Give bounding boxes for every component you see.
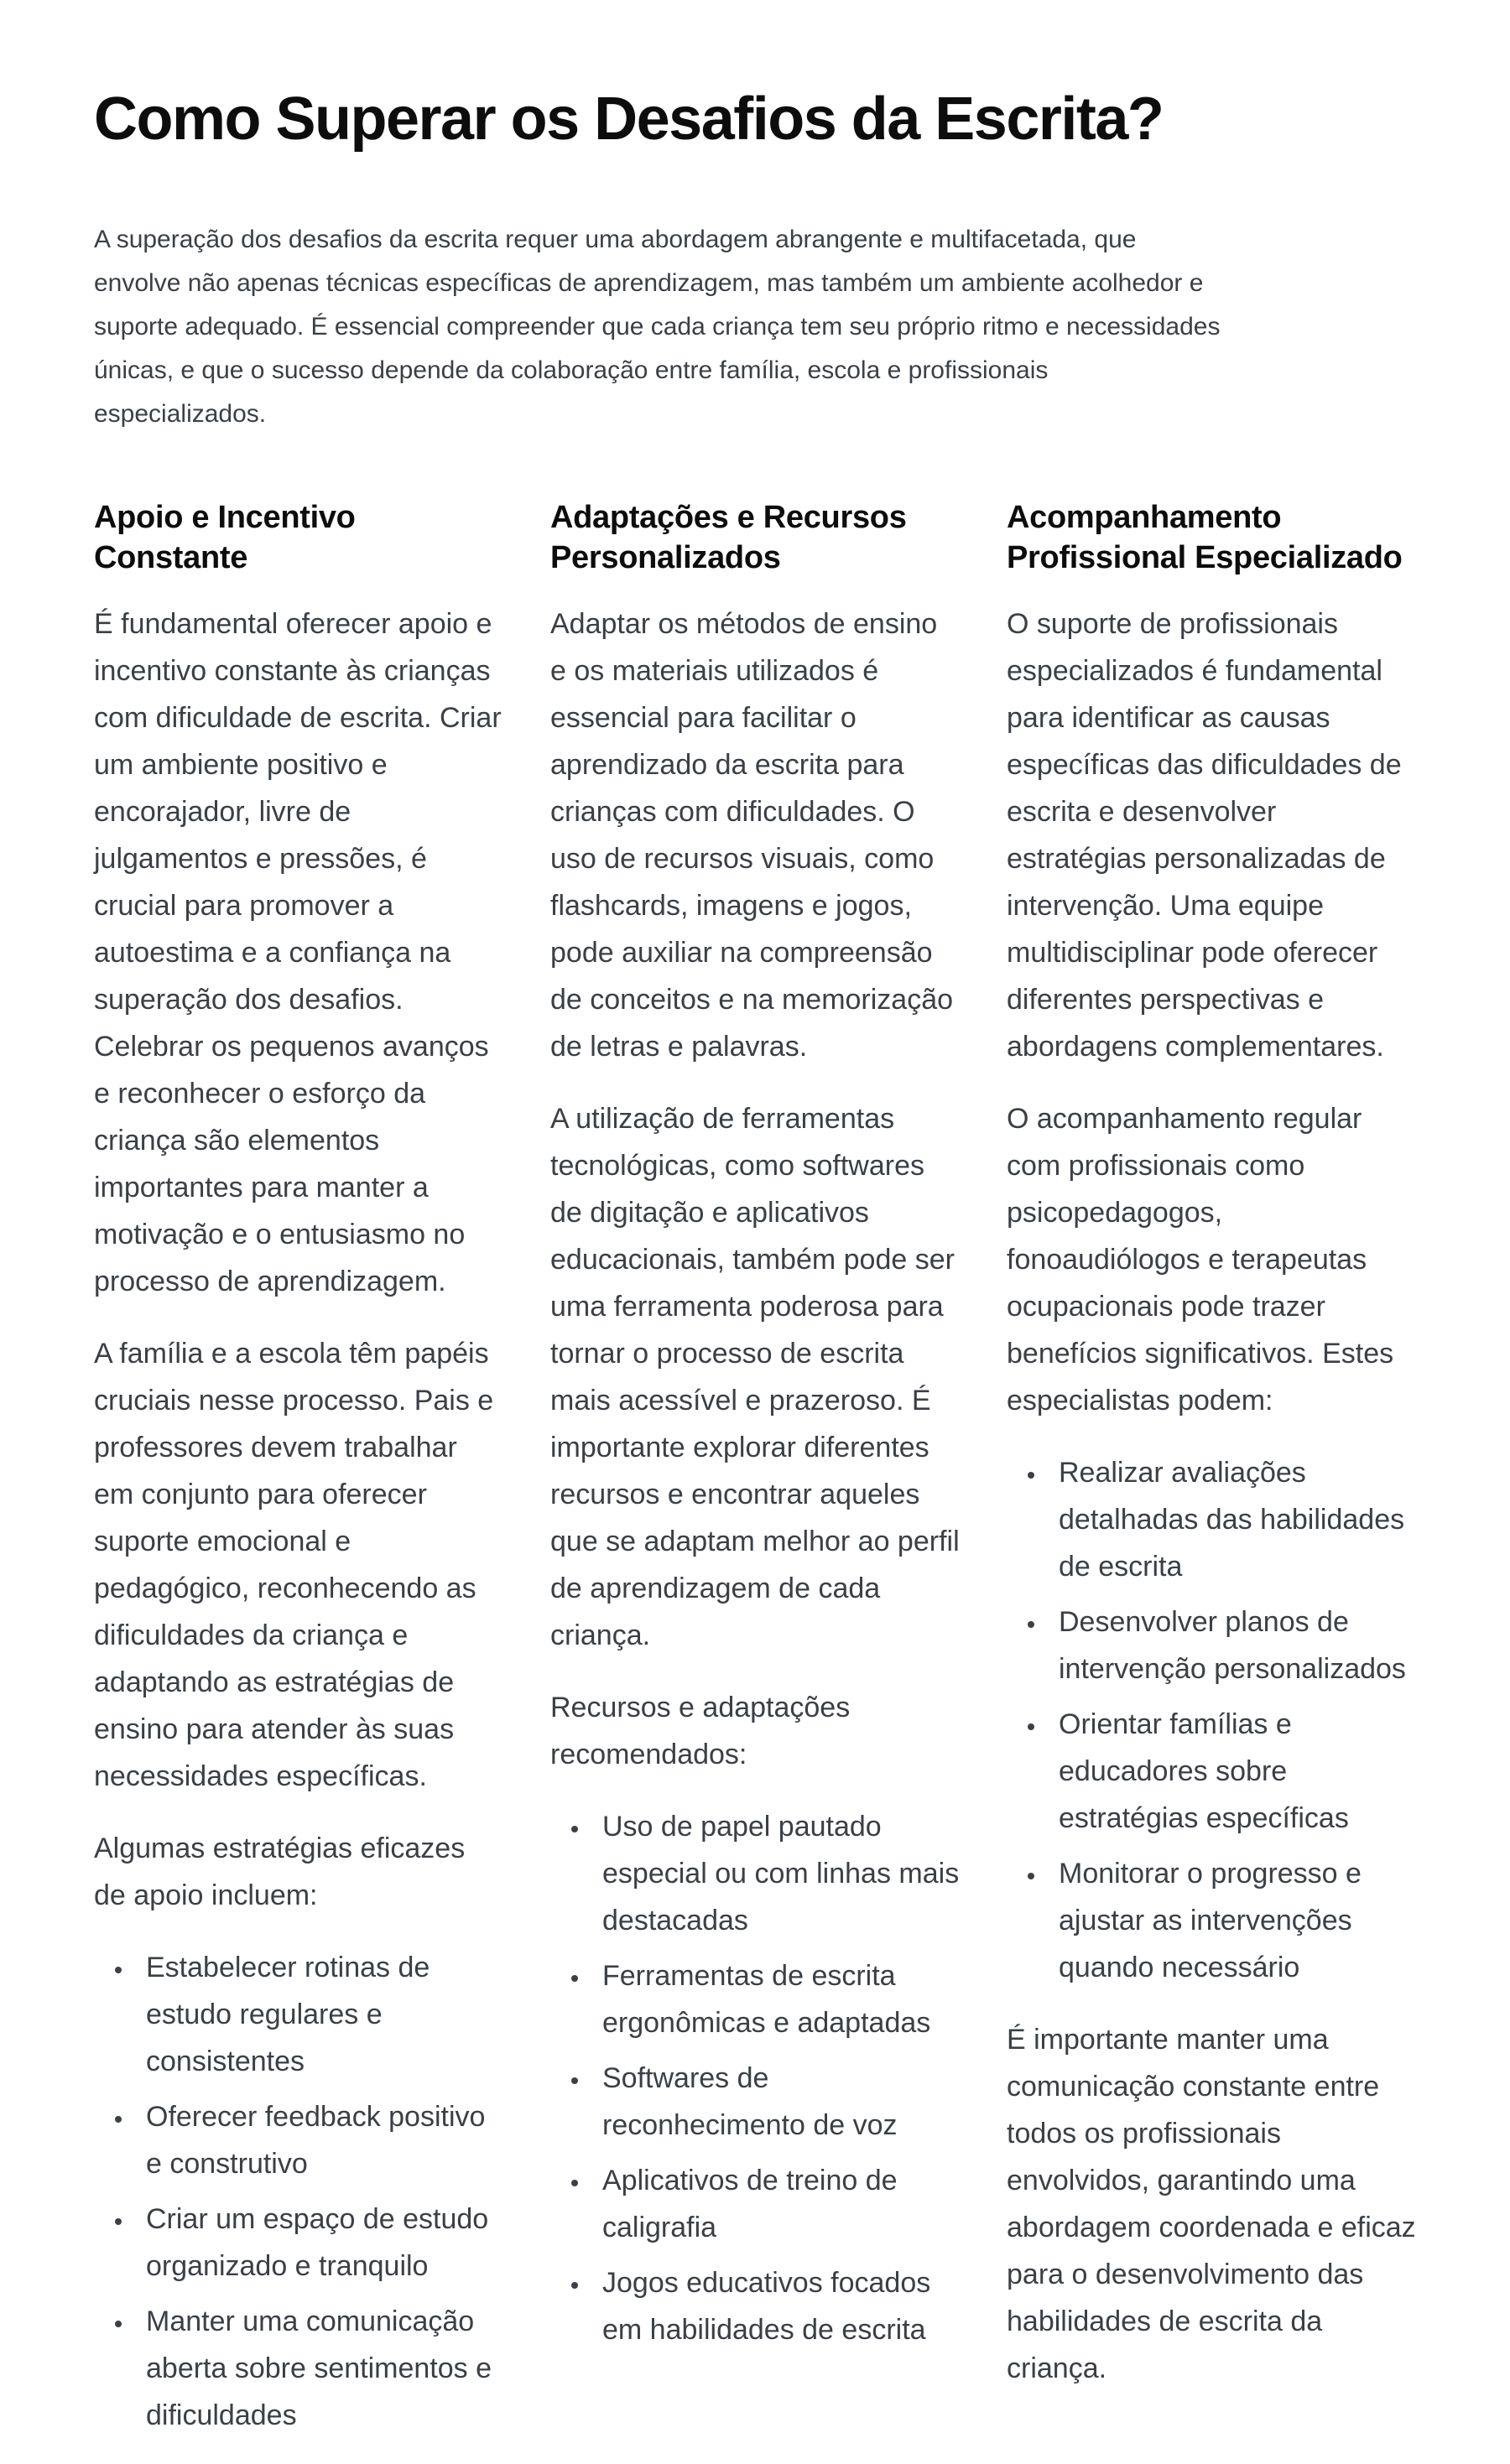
intro-paragraph: A superação dos desafios da escrita requer uma abordagem abrangente e multifacetada, que envolve não apenas técnicas específicas de aprendizagem, mas também um ambiente acolhedor e suporte adequado. É essencial compreender que cada criança tem seu próprio ritmo e necessidades únicas, e que o sucesso depende da colaboração entre família, escola e profissionais especializados. [94, 225, 1221, 428]
bullet-item: • Estabelecer rotinas de estudo regulares e consistentes [134, 1944, 503, 2085]
bullet-item: • Monitorar o progresso e ajustar as intervenções quando necessário [1047, 1850, 1416, 1991]
paragraph: O suporte de profissionais especializados é fundamental para identificar as causas específicas das dificuldades de escrita e desenvolver estratégias personalizadas de intervenção. Uma equipe multidisciplinar pode oferecer diferentes perspectivas e abordagens complementares. [1007, 607, 1402, 1063]
column-1 [94, 498, 503, 2464]
columns-container [94, 498, 1416, 2464]
page-title: Como Superar os Desafios da Escrita? [94, 86, 1164, 153]
paragraph: A utilização de ferramentas tecnológicas, como softwares de digitação e aplicativos educacionais, também pode ser uma ferramenta poderosa para tornar o processo de escrita mais acessível e prazeroso. É importante explorar diferentes recursos e encontrar aqueles que se adaptam melhor ao perfil de aprendizagem de cada criança. [550, 1102, 960, 1651]
bullet-item: • Jogos educativos focados em habilidades de escrita [591, 2259, 960, 2353]
column-heading: Apoio e Incentivo Constante [94, 499, 356, 575]
paragraph: É importante manter uma comunicação constante entre todos os profissionais envolvidos, garantindo uma abordagem coordenada e eficaz para o desenvolvimento das habilidades de escrita da criança. [1007, 2023, 1416, 2384]
bullet-item: • Criar um espaço de estudo organizado e tranquilo [134, 2196, 503, 2290]
paragraph: É fundamental oferecer apoio e incentivo constante às crianças com dificuldade de escrita. Criar um ambiente positivo e encorajador, livre de julgamentos e pressões, é crucial para promover a autoestima e a confiança na superação dos desafios. Celebrar os pequenos avanços e reconhecer o esforço da criança são elementos importantes para manter a motivação e o entusiasmo no processo de aprendizagem. [94, 607, 502, 1297]
bullet-item: • Orientar famílias e educadores sobre estratégias específicas [1047, 1701, 1416, 1842]
bullet-item: • Softwares de reconhecimento de voz [591, 2055, 960, 2149]
paragraph: Algumas estratégias eficazes de apoio incluem: [94, 1832, 466, 1911]
bullet-list [94, 1944, 503, 2439]
bullet-item: • Desenvolver planos de intervenção personalizados [1047, 1598, 1416, 1692]
column-heading: Acompanhamento Profissional Especializado [1007, 499, 1403, 575]
bullet-list [1007, 1449, 1416, 1991]
column-2 [550, 498, 960, 2378]
bullet-item: • Realizar avaliações detalhadas das habilidades de escrita [1047, 1449, 1416, 1590]
bullet-item: • Aplicativos de treino de caligrafia [591, 2157, 960, 2251]
bullet-item: • Ferramentas de escrita ergonômicas e adaptadas [591, 1952, 960, 2046]
bullet-item: • Uso de papel pautado especial ou com linhas mais destacadas [591, 1803, 960, 1944]
paragraph: A família e a escola têm papéis cruciais nesse processo. Pais e professores devem trabalhar em conjunto para oferecer suporte emocional e pedagógico, reconhecendo as dificuldades da criança e adaptando as estratégias de ensino para atender às suas necessidades específicas. [94, 1337, 494, 1792]
bullet-item: • Oferecer feedback positivo e construtivo [134, 2093, 503, 2187]
bullet-item: • Manter uma comunicação aberta sobre sentimentos e dificuldades [134, 2298, 503, 2439]
paragraph: O acompanhamento regular com profissionais como psicopedagogos, fonoaudiólogos e terapeutas ocupacionais pode trazer benefícios significativos. Estes especialistas podem: [1007, 1102, 1394, 1417]
paragraph: Adaptar os métodos de ensino e os materiais utilizados é essencial para facilitar o aprendizado da escrita para crianças com dificuldades. O uso de recursos visuais, como flashcards, imagens e jogos, pode auxiliar na compreensão de conceitos e na memorização de letras e palavras. [550, 607, 954, 1063]
paragraph: Recursos e adaptações recomendados: [550, 1691, 851, 1770]
column-3 [1007, 498, 1416, 2417]
column-heading: Adaptações e Recursos Personalizados [550, 499, 907, 575]
bullet-list [550, 1803, 960, 2353]
